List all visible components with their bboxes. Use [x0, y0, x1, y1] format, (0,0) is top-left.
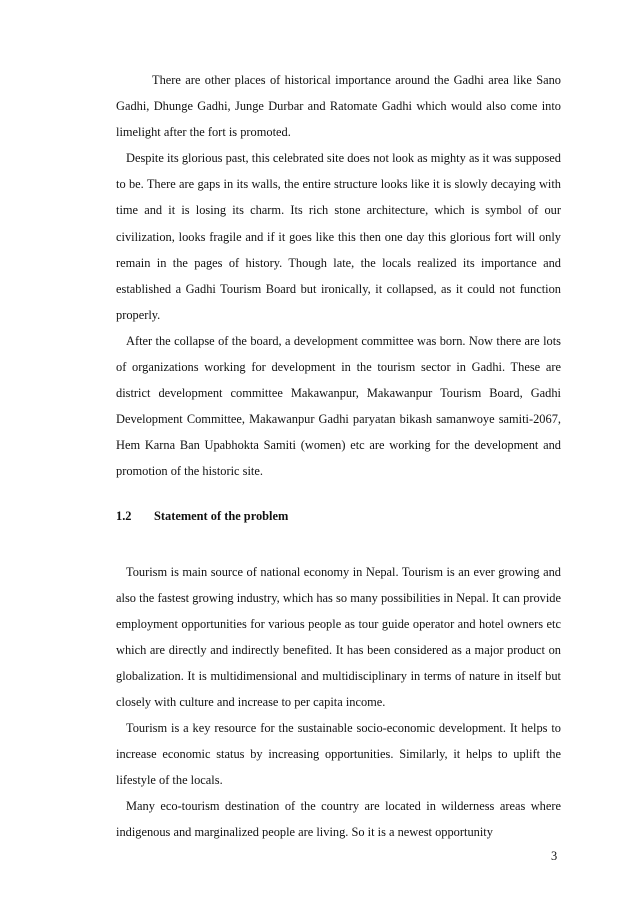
section-number: 1.2 — [116, 508, 132, 523]
paragraph-development-committee: After the collapse of the board, a development committee was born. Now there are lots of organizations working for development in the tourism sector in Gadhi. These are district development committee Makawanpur, Makawanpur Tourism Board, Gadhi Development Committee, Makawanpur Gadhi paryatan bikash samanwoye samiti-2067, Hem Karna Ban Upabhokta Samiti (women) etc are working for the development and promotion of the historic site. — [116, 333, 561, 479]
paragraph-glorious-past: Despite its glorious past, this celebrated site does not look as mighty as it was supposed to be. There are gaps in its walls, the entire structure looks like it is slowly decaying with time and it is losing its charm. Its rich stone architecture, which is symbol of our civilization, looks fragile and if it goes like this then one day this glorious fort will only remain in the pages of history. Though late, the locals realized its importance and established a Gadhi Tourism Board but ironically, it collapsed, as it could not function properly. — [116, 151, 561, 322]
page-body — [116, 67, 561, 846]
section-heading — [116, 503, 561, 529]
paragraph-tourism-resource: Tourism is a key resource for the sustainable socio-economic development. It helps to increase economic status by increasing opportunities. Similarly, it helps to uplift the lifestyle of the locals. — [116, 721, 561, 788]
paragraph-tourism-economy: Tourism is main source of national economy in Nepal. Tourism is an ever growing and also the fastest growing industry, which has so many possibilities in Nepal. It can provide employment opportunities for various people as tour guide operator and hotel owners etc which are directly and indirectly benefited. It has been considered as a major product on globalization. It is multidimensional and multidisciplinary in terms of nature in itself but closely with culture and increase to per capita income. — [116, 564, 561, 709]
paragraph-eco-tourism: Many eco-tourism destination of the country are located in wilderness areas where indigenous and marginalized people are living. So it is a newest opportunity — [116, 799, 561, 840]
section-title: Statement of the problem — [154, 508, 289, 523]
paragraph-other-places: There are other places of historical importance around the Gadhi area like Sano Gadhi, Dhunge Gadhi, Junge Durbar and Ratomate Gadhi which would also come into limelight after the fort is promoted. — [116, 73, 561, 140]
page-number: 3 — [551, 849, 558, 863]
